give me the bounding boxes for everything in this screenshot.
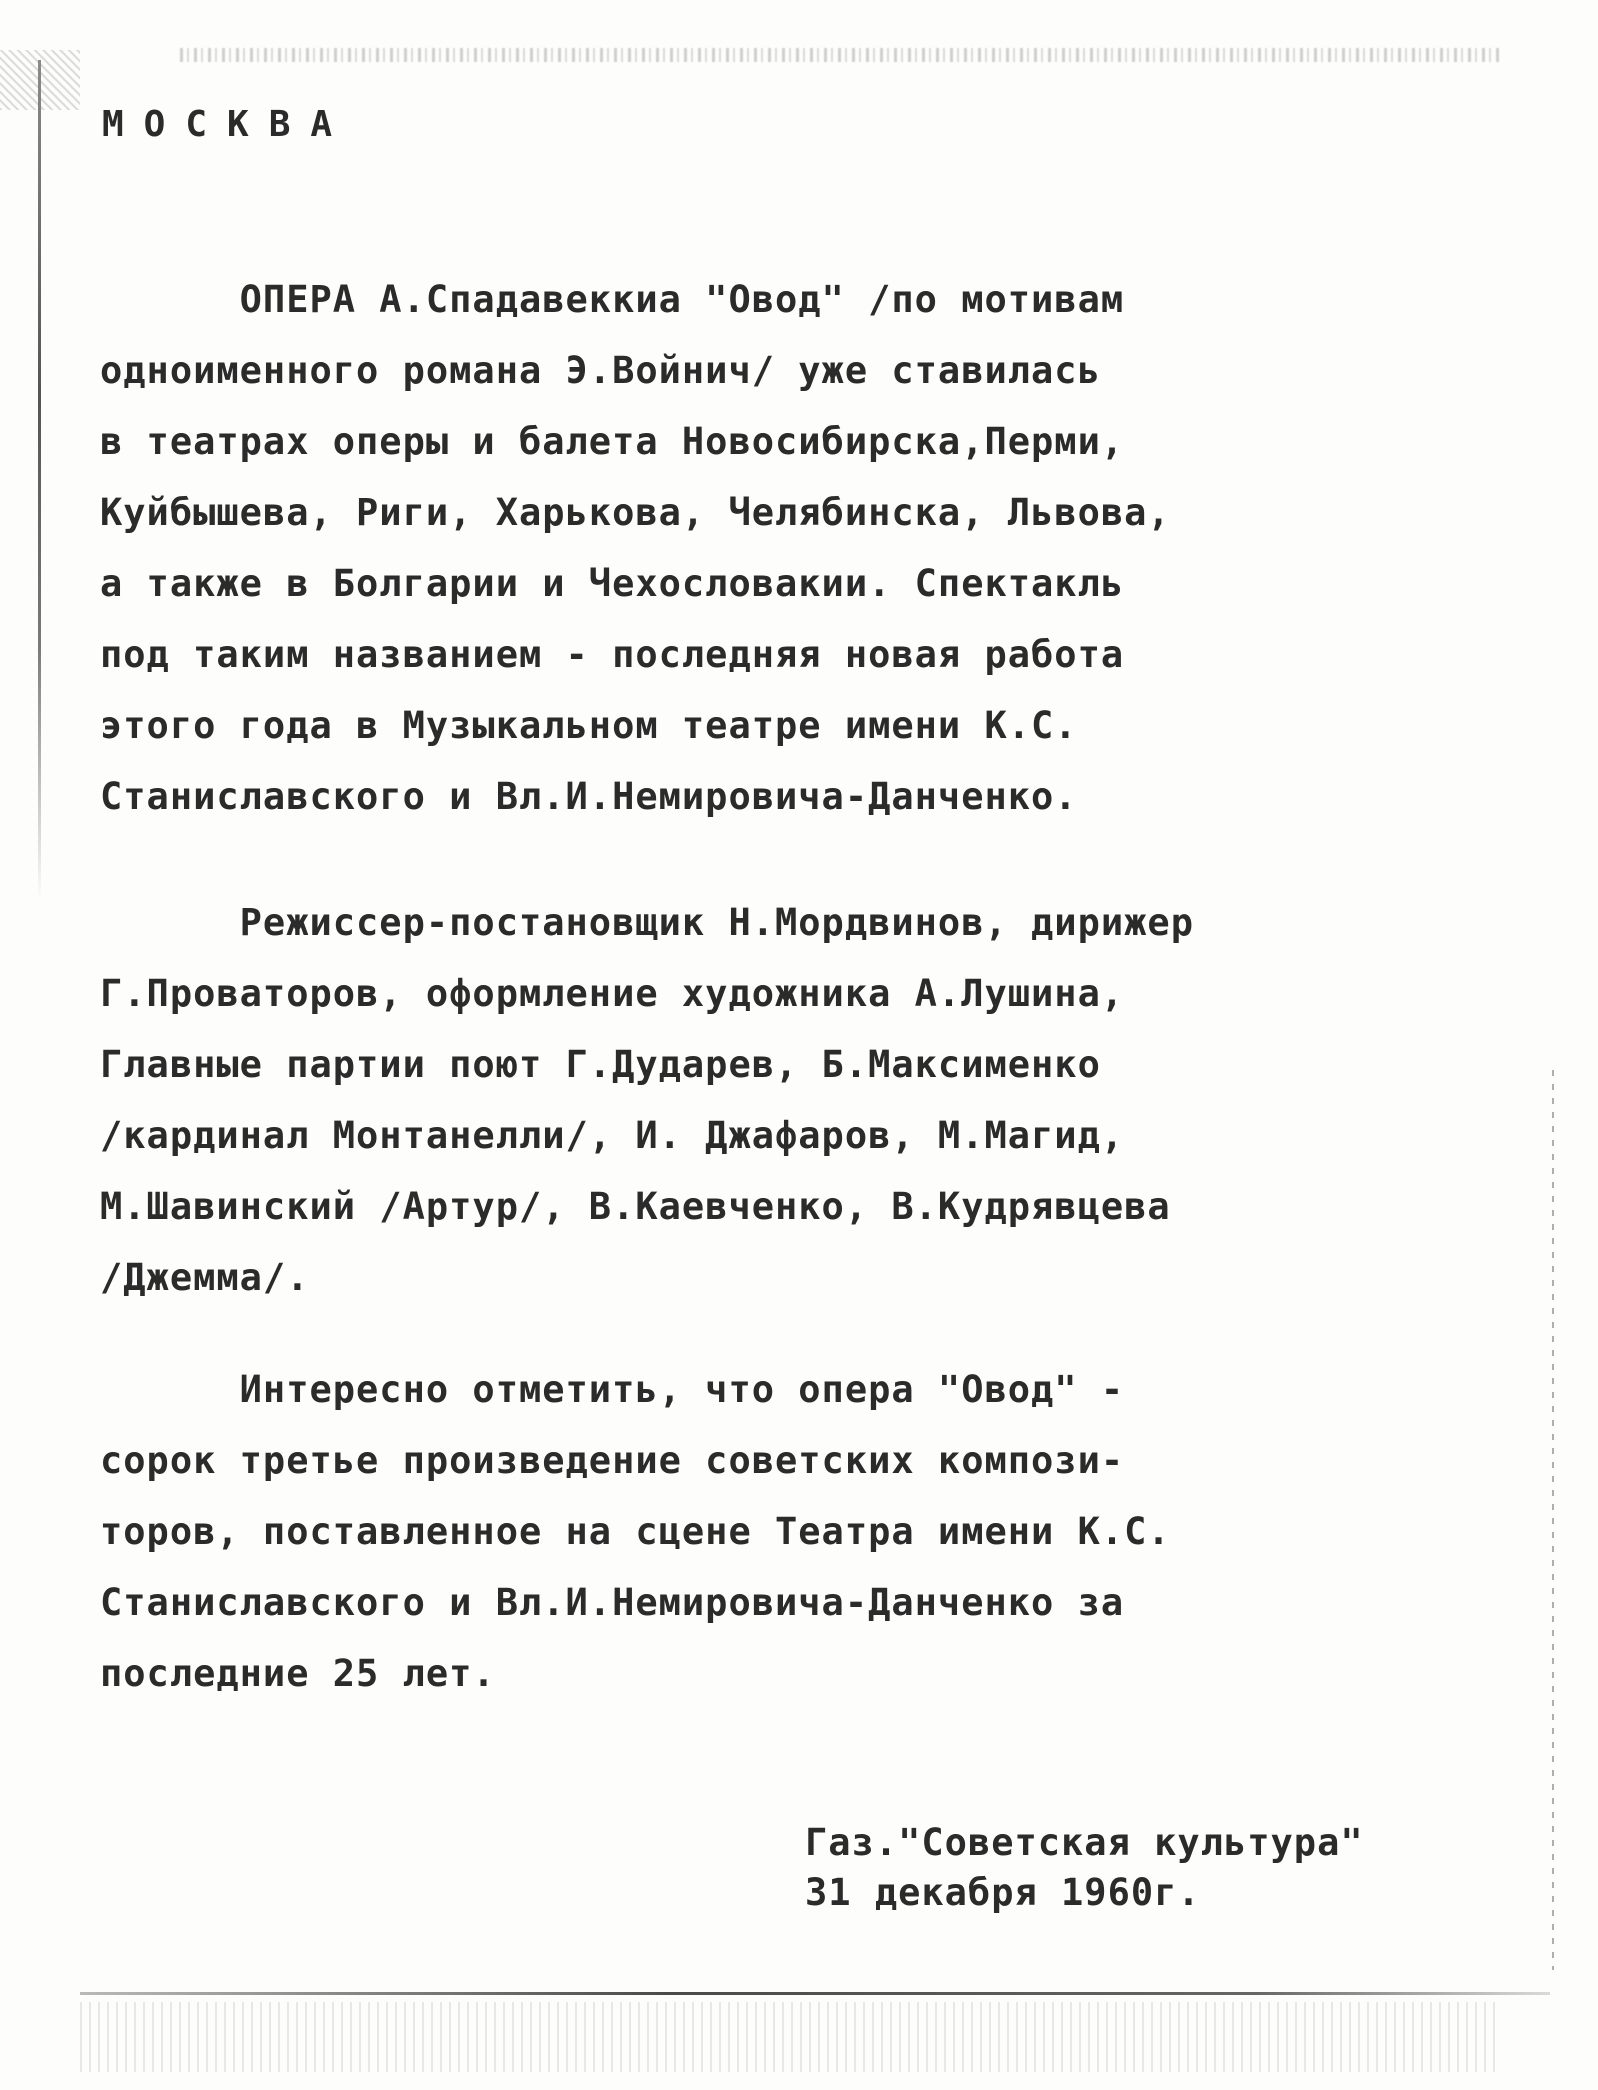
source-citation [805, 1818, 1364, 1918]
paragraph-2-line: Режиссер-постановщик Н.Мордвинов, дирижер [100, 901, 1194, 944]
paragraph-3-line: последние 25 лет. [100, 1652, 496, 1695]
paragraph-1-line: одноименного романа Э.Войнич/ уже ставилась [100, 349, 1101, 392]
scan-bottom-edge [80, 1992, 1550, 1995]
paragraph-3-line: Интересно отметить, что опера "Овод" - [100, 1368, 1125, 1411]
scan-left-edge [38, 60, 41, 900]
paragraph-1-line: под таким названием - последняя новая работа [100, 633, 1125, 676]
paragraph-1-line: Куйбышева, Риги, Харькова, Челябинска, Львова, [100, 491, 1171, 534]
paragraph-1-line: этого года в Музыкальном театре имени К.С. [100, 704, 1078, 747]
paragraph-2-line: /Джемма/. [100, 1256, 310, 1299]
paragraph-3-line: торов, поставленное на сцене Театра имени К.С. [100, 1510, 1171, 1553]
source-newspaper: Газ."Советская культура" [805, 1821, 1364, 1864]
scan-bottom-noise [80, 2002, 1500, 2072]
paragraph-2-line: Г.Проваторов, оформление художника А.Лушина, [100, 972, 1125, 1015]
paragraph-1 [100, 264, 1560, 832]
source-date: 31 декабря 1960г. [805, 1871, 1201, 1914]
paragraph-1-line: а также в Болгарии и Чехословакии. Спектакль [100, 562, 1125, 605]
paragraph-3-line: сорок третье произведение советских компози- [100, 1439, 1125, 1482]
paragraph-3-line: Станиславского и Вл.И.Немировича-Данченко за [100, 1581, 1125, 1624]
scan-top-edge [180, 48, 1500, 62]
paragraph-1-line: ОПЕРА А.Спадавеккиа "Овод" /по мотивам [100, 278, 1125, 321]
paragraph-2-line: /кардинал Монтанелли/, И. Джафаров, М.Магид, [100, 1114, 1125, 1157]
paragraph-3 [100, 1354, 1560, 1709]
paragraph-2 [100, 887, 1560, 1313]
city-heading: МОСКВА [102, 104, 353, 145]
paragraph-2-line: Главные партии поют Г.Дударев, Б.Максименко [100, 1043, 1101, 1086]
paragraph-1-line: в театрах оперы и балета Новосибирска,Перми, [100, 420, 1125, 463]
paragraph-1-line: Станиславского и Вл.И.Немировича-Данченко. [100, 775, 1078, 818]
paragraph-2-line: М.Шавинский /Артур/, В.Каевченко, В.Кудрявцева [100, 1185, 1171, 1228]
